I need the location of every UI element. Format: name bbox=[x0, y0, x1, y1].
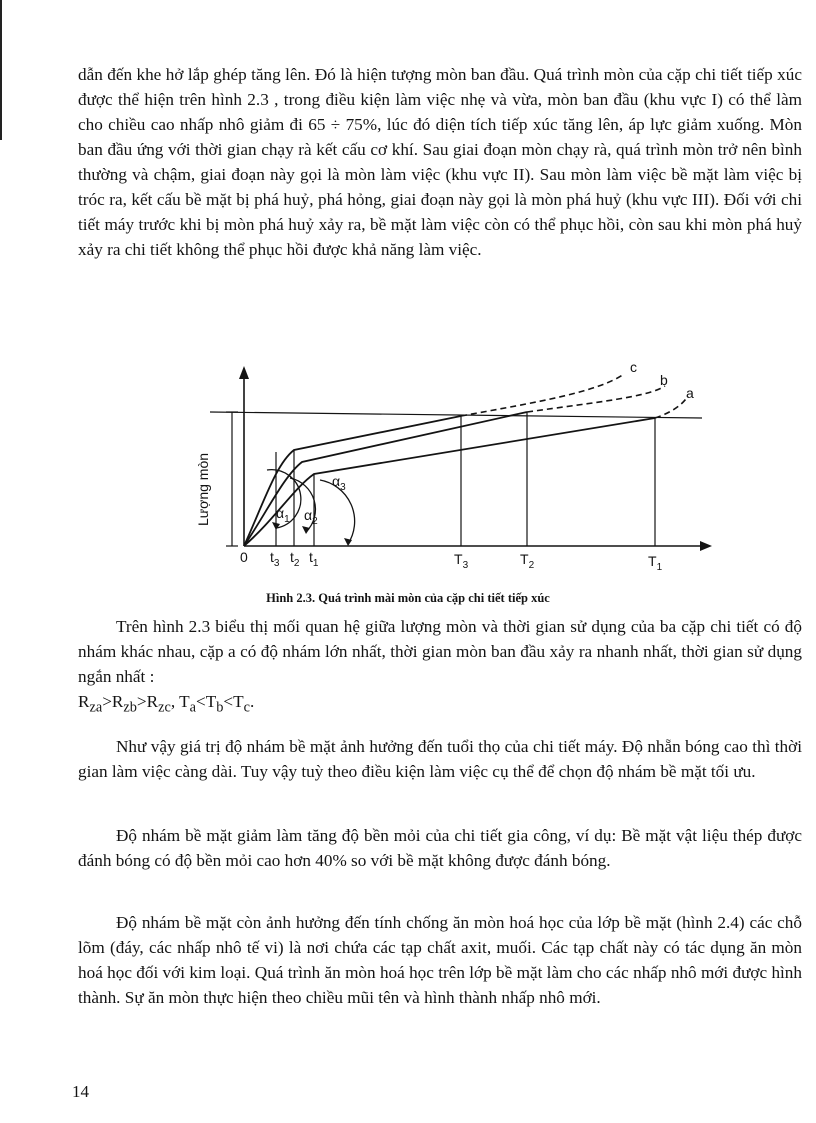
paragraph-corrosion: Độ nhám bề mặt còn ảnh hưởng đến tính chống ăn mòn hoá học của lớp bề mặt (hình 2.4) các chỗ lõm (đáy, các nhấp nhô tế vi) là nơi chứa các tạp chất axit, muối. Các tạp chất này có tác dụng ăn mòn hoá học đối với kim loại. Quá trình ăn mòn hoá học trên lớp bề mặt làm cho các nhấp nhô mới được hình thành. Sự ăn mòn thực hiện theo chiều mũi tên và hình thành nhấp nhô mới. bbox=[78, 913, 802, 1007]
curve-label-a: a bbox=[686, 385, 694, 401]
alpha-1-label: $\alpha_1$ bbox=[276, 505, 290, 525]
wear-curve-a bbox=[244, 418, 655, 546]
y-axis-arrow-icon bbox=[239, 366, 249, 379]
wear-curve-b-dashed bbox=[527, 386, 665, 412]
roughness-formula: $R_{za}>R_{zb}>R_{zc}$, $T_a<T_b<T_c$. bbox=[78, 692, 255, 716]
tick-t3: $t_3$ bbox=[270, 549, 280, 569]
alpha-2-label: $\alpha_2$ bbox=[304, 507, 318, 527]
tick-T2: $T_2$ bbox=[520, 551, 535, 571]
x-axis-arrow-icon bbox=[700, 541, 712, 551]
paragraph-fatigue-strength: Độ nhám bề mặt giảm làm tăng độ bền mỏi của chi tiết gia công, ví dụ: Bề mặt vật liệu thép được đánh bóng có độ bền mỏi cao hơn 40% so với bề mặt không được đánh bóng. bbox=[78, 826, 802, 870]
origin-label: 0 bbox=[240, 549, 248, 565]
y-axis-label: Lượng mòn bbox=[195, 452, 211, 526]
margin-rule bbox=[0, 0, 2, 140]
curve-label-c: c bbox=[630, 359, 637, 375]
paragraph-service-life: Như vậy giá trị độ nhám bề mặt ảnh hưởng đến tuổi thọ của chi tiết máy. Độ nhẵn bóng cao thì thời gian làm việc càng dài. Tuy vậy tuỳ theo điều kiện làm việc cụ thể để chọn độ nhám bề mặt tối ưu. bbox=[78, 737, 802, 781]
page-number: 14 bbox=[72, 1082, 89, 1101]
tick-T3: $T_3$ bbox=[454, 551, 469, 571]
angle-arc-3 bbox=[320, 480, 355, 544]
tick-t1: $t_1$ bbox=[309, 549, 319, 569]
paragraph-wear-stages: dẫn đến khe hở lắp ghép tăng lên. Đó là hiện tượng mòn ban đầu. Quá trình mòn của cặp chi tiết tiếp xúc được thể hiện trên hình 2.3 , trong điều kiện làm việc nhẹ và vừa, mòn ban đầu (khu vực I) có thể làm cho chiều cao nhấp nhô giảm đi 65 ÷ 75%, lúc đó diện tích tiếp xúc tăng lên, áp lực giảm xuống. Mòn ban đầu ứng với thời gian chạy rà kết cấu cơ khí. Sau giai đoạn mòn chạy rà, quá trình mòn trở nên bình thường và chậm, giai đoạn này gọi là mòn làm việc (khu vực II). Sau mòn làm việc bề mặt làm việc bị tróc ra, kết cấu bề mặt bị phá huỷ, phá hỏng, giai đoạn này gọi là mòn phá huỷ (khu vực III). Đối với chi tiết máy trước khi bị mòn phá huỷ xảy ra, bề mặt làm việc còn có thể phục hồi, còn sau khi mòn phá huỷ xảy ra chi tiết không thể phục hồi được khả năng làm việc. bbox=[78, 65, 802, 259]
figure-caption: Hình 2.3. Quá trình mài mòn của cặp chi tiết tiếp xúc bbox=[266, 591, 550, 605]
alpha-3-label: $\alpha_3$ bbox=[332, 473, 346, 493]
curve-label-b: b bbox=[660, 372, 668, 388]
wear-curve-a-dashed bbox=[655, 396, 688, 418]
paragraph-roughness-comparison: Trên hình 2.3 biểu thị mối quan hệ giữa lượng mòn và thời gian sử dụng của ba cặp chi tiết có độ nhám khác nhau, cặp a có độ nhám lớn nhất, thời gian mòn ban đầu xảy ra nhanh nhất, thời gian sử dụng ngắn nhất : $R_{za}>R_{zb}>R_{zc}$, $T_a<T_b<T_c$. bbox=[78, 617, 802, 716]
tick-t2: $t_2$ bbox=[290, 549, 300, 569]
figure-wear-process bbox=[178, 352, 718, 584]
tick-T1: $T_1$ bbox=[648, 553, 663, 573]
